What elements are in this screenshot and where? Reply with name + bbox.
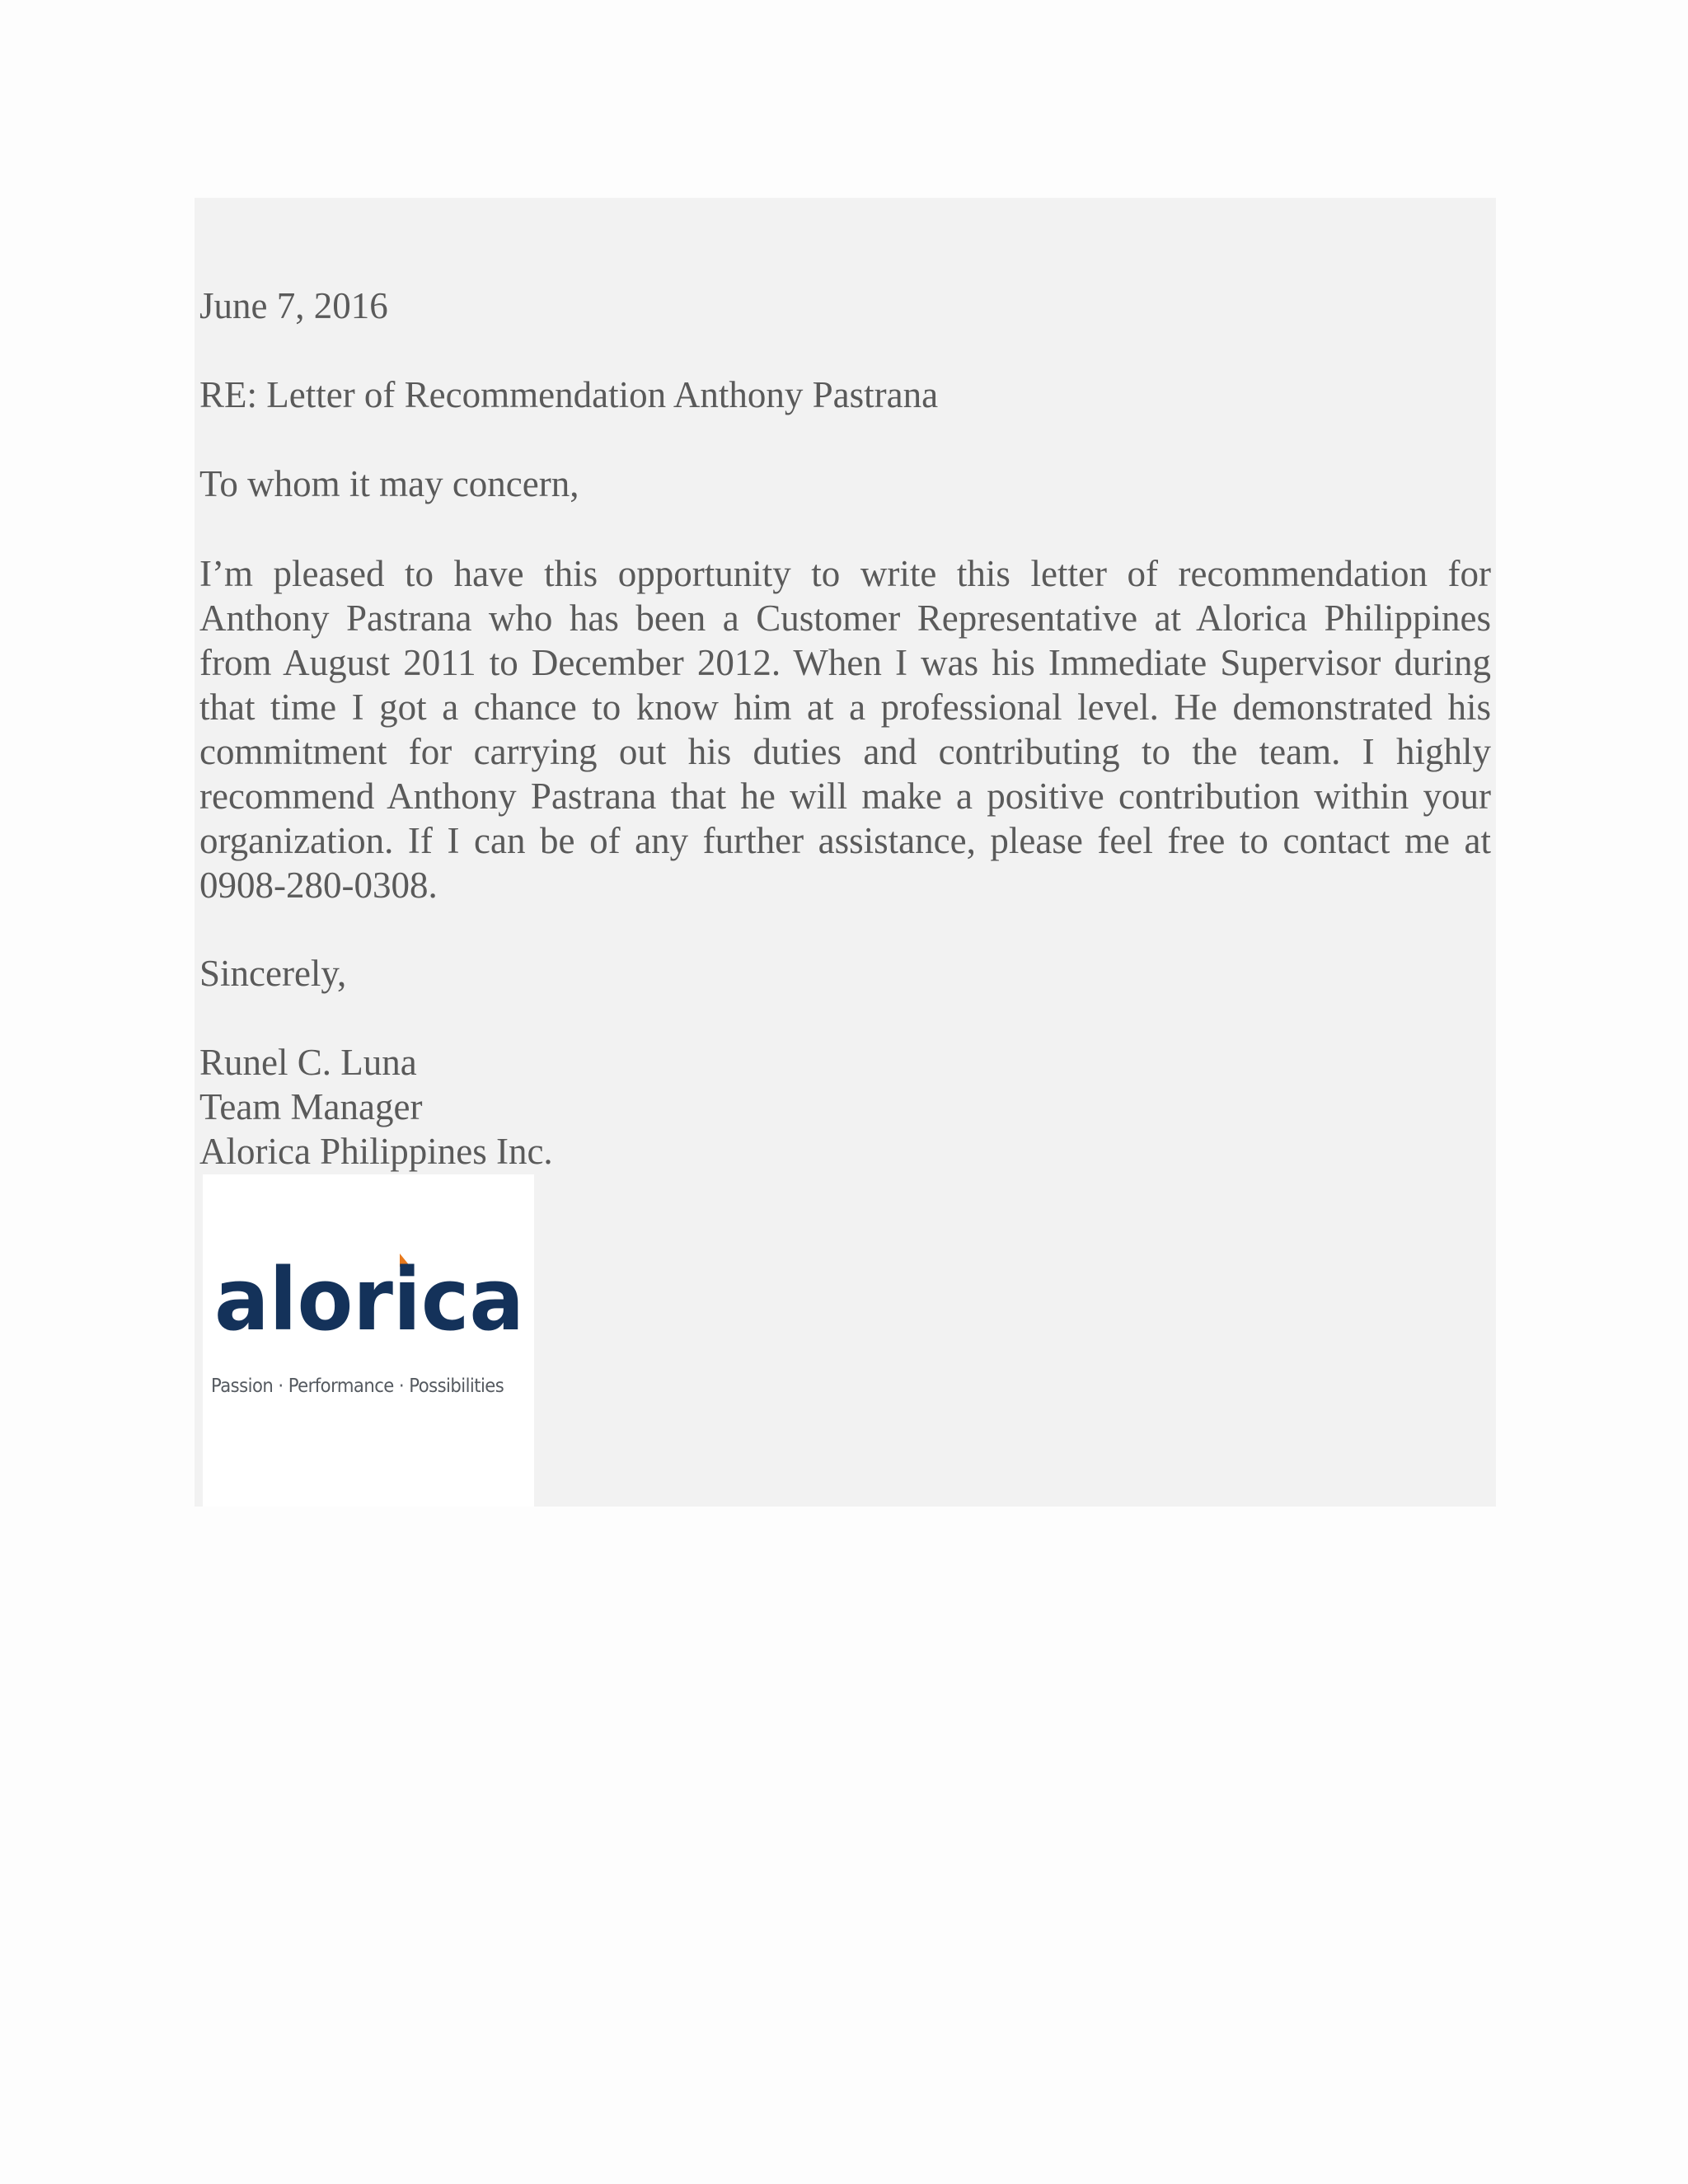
signature-title: Team Manager bbox=[199, 1086, 423, 1127]
letter-date: June 7, 2016 bbox=[199, 285, 388, 326]
letter-subject: RE: Letter of Recommendation Anthony Pastrana bbox=[199, 374, 939, 415]
alorica-wordmark bbox=[214, 1249, 528, 1339]
letter-closing: Sincerely, bbox=[199, 953, 347, 994]
logo-tagline: Passion · Performance · Possibilities bbox=[211, 1376, 504, 1397]
signature-name: Runel C. Luna bbox=[199, 1042, 417, 1083]
logo-wordmark-text: alorica bbox=[214, 1249, 524, 1339]
signature-company: Alorica Philippines Inc. bbox=[199, 1131, 553, 1172]
letter-salutation: To whom it may concern, bbox=[199, 463, 579, 504]
letter-body: I’m pleased to have this opportunity to write this letter of recommendation for Anthony Pastrana who has been a Customer Representative at Alorica Philippines from August 2011 to December 2012. When I was his Immediate Supervisor during that time I got a chance to know him at a professional level. He demonstrated his commitment for carrying out his duties and contributing to the team. I highly recommend Anthony Pastrana that he will make a positive contribution within your organization. If I can be of any further assistance, please feel free to contact me at 0908-280-0308. bbox=[199, 553, 1491, 906]
alorica-logo bbox=[203, 1174, 534, 1507]
